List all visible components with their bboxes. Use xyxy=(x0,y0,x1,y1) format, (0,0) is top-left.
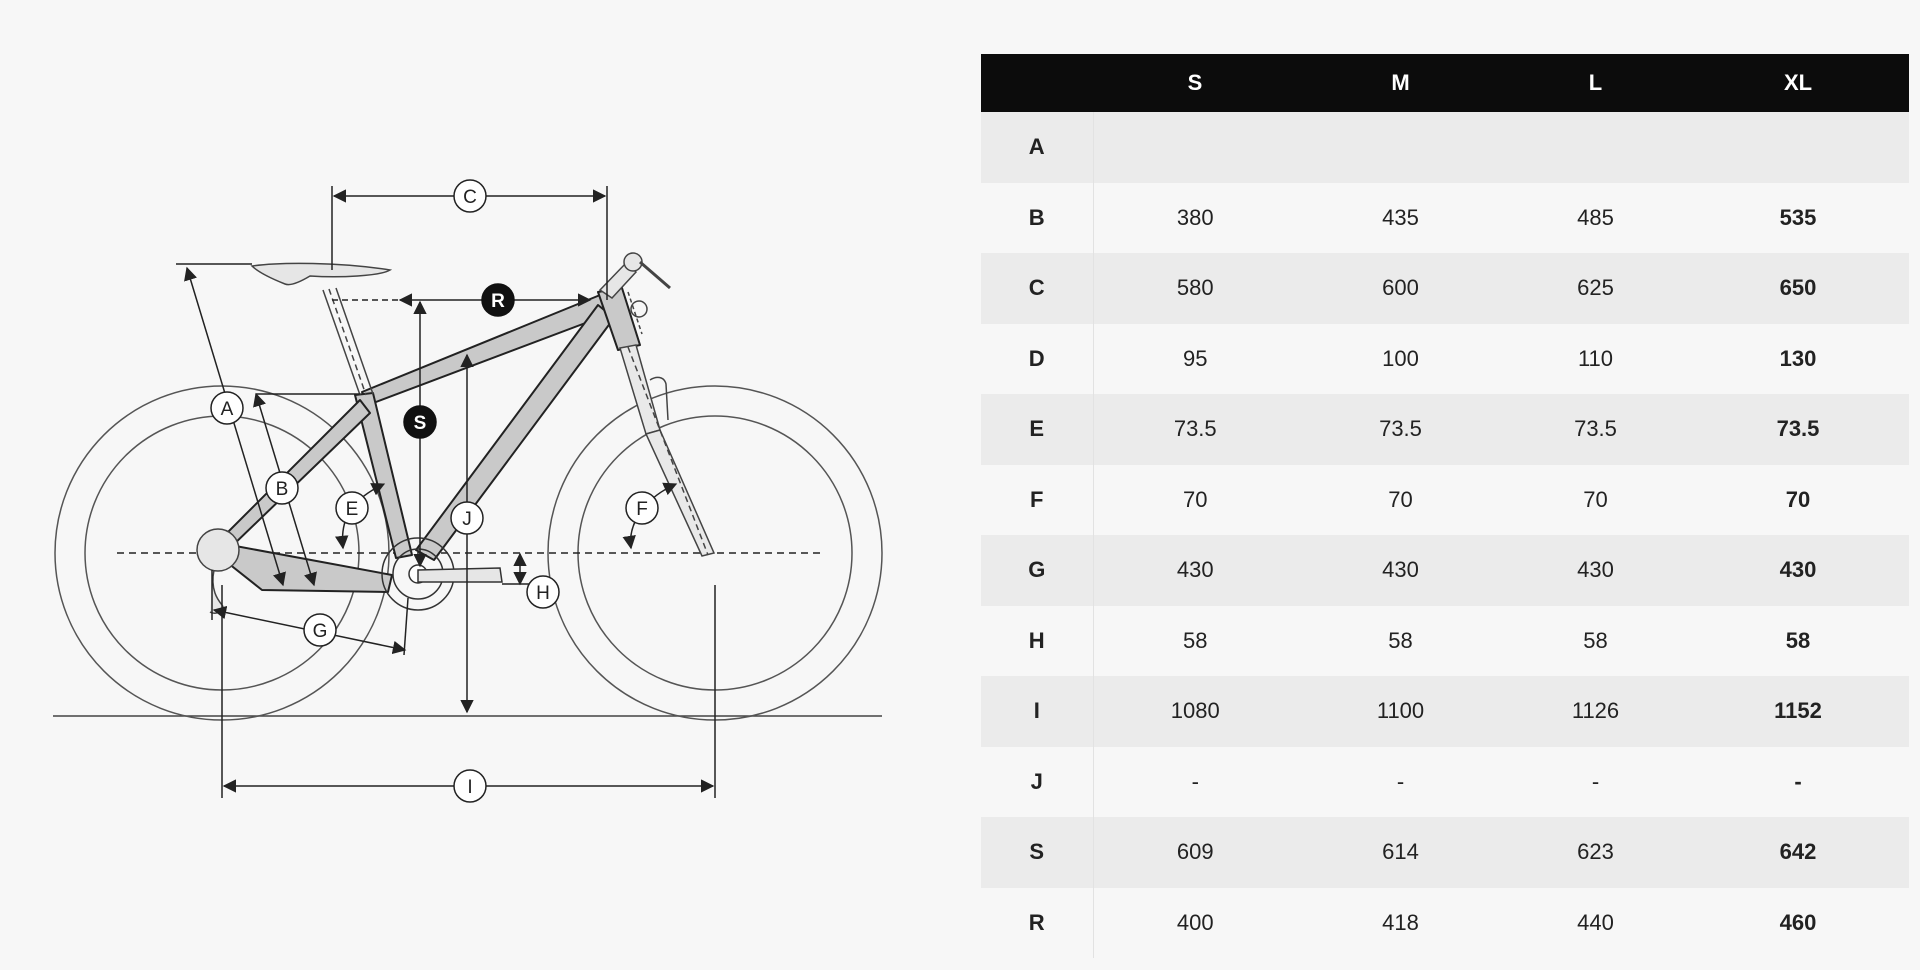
table-row xyxy=(981,112,1909,183)
cell-xl: 1152 xyxy=(1687,676,1909,747)
cell-l: 58 xyxy=(1504,606,1687,677)
cell-m: - xyxy=(1297,747,1504,818)
header-size-xl: XL xyxy=(1687,54,1909,112)
cell-xl: 130 xyxy=(1687,324,1909,395)
table-row xyxy=(981,253,1909,324)
cell-xl: 460 xyxy=(1687,888,1909,959)
cell-xl: 430 xyxy=(1687,535,1909,606)
callout-i xyxy=(454,770,486,802)
cell-xl: 642 xyxy=(1687,817,1909,888)
cell-l: 73.5 xyxy=(1504,394,1687,465)
callout-s xyxy=(404,406,436,438)
cell-l: 440 xyxy=(1504,888,1687,959)
cell-xl: 73.5 xyxy=(1687,394,1909,465)
cell-l: 110 xyxy=(1504,324,1687,395)
table-row xyxy=(981,747,1909,818)
cell-l: - xyxy=(1504,747,1687,818)
table-row xyxy=(981,888,1909,959)
cell-s: - xyxy=(1093,747,1297,818)
cell-s: 380 xyxy=(1093,183,1297,254)
callout-r xyxy=(482,284,514,316)
callout-c xyxy=(454,180,486,212)
cell-m: 70 xyxy=(1297,465,1504,536)
cassette xyxy=(197,529,239,613)
svg-text:S: S xyxy=(413,413,427,434)
row-label: D xyxy=(981,324,1093,395)
callout-f xyxy=(626,492,658,524)
svg-text:J: J xyxy=(462,509,472,530)
table-row xyxy=(981,606,1909,677)
cell-m: 73.5 xyxy=(1297,394,1504,465)
handlebar xyxy=(600,253,670,298)
cell-s: 580 xyxy=(1093,253,1297,324)
table-row xyxy=(981,676,1909,747)
row-label: C xyxy=(981,253,1093,324)
table-row xyxy=(981,535,1909,606)
callout-e xyxy=(336,492,368,524)
cell-s: 430 xyxy=(1093,535,1297,606)
row-label: J xyxy=(981,747,1093,818)
cell-l: 430 xyxy=(1504,535,1687,606)
header-size-l: L xyxy=(1504,54,1687,112)
cell-s: 58 xyxy=(1093,606,1297,677)
cell-m: 418 xyxy=(1297,888,1504,959)
table-row xyxy=(981,817,1909,888)
cell-xl: - xyxy=(1687,747,1909,818)
geometry-table xyxy=(981,54,1910,958)
svg-text:G: G xyxy=(312,621,328,642)
row-label: H xyxy=(981,606,1093,677)
header-size-s: S xyxy=(1093,54,1297,112)
cell-xl: 650 xyxy=(1687,253,1909,324)
cell-s: 400 xyxy=(1093,888,1297,959)
cell-l: 1126 xyxy=(1504,676,1687,747)
cell-l: 70 xyxy=(1504,465,1687,536)
cell-m: 1100 xyxy=(1297,676,1504,747)
seatpost xyxy=(252,263,390,395)
cell-l: 625 xyxy=(1504,253,1687,324)
header-size-m: M xyxy=(1297,54,1504,112)
cell-m: 435 xyxy=(1297,183,1504,254)
cell-s: 95 xyxy=(1093,324,1297,395)
cell-s: 70 xyxy=(1093,465,1297,536)
svg-text:E: E xyxy=(345,499,359,520)
table-row xyxy=(981,394,1909,465)
svg-text:F: F xyxy=(636,499,648,520)
dimension-lines xyxy=(176,186,715,798)
row-label: E xyxy=(981,394,1093,465)
cell-m xyxy=(1297,112,1504,183)
row-label: F xyxy=(981,465,1093,536)
svg-text:H: H xyxy=(536,583,550,604)
cell-s: 1080 xyxy=(1093,676,1297,747)
cell-l: 485 xyxy=(1504,183,1687,254)
cell-m: 614 xyxy=(1297,817,1504,888)
row-label: G xyxy=(981,535,1093,606)
row-label: I xyxy=(981,676,1093,747)
callout-h xyxy=(527,576,559,608)
cell-m: 100 xyxy=(1297,324,1504,395)
svg-text:C: C xyxy=(463,187,477,208)
table-row xyxy=(981,465,1909,536)
callout-j xyxy=(451,502,483,534)
cell-l: 623 xyxy=(1504,817,1687,888)
svg-text:I: I xyxy=(467,777,473,798)
svg-text:R: R xyxy=(491,291,505,312)
cell-s: 609 xyxy=(1093,817,1297,888)
header-label-col xyxy=(981,54,1093,112)
table-header-row xyxy=(981,54,1909,112)
cell-m: 58 xyxy=(1297,606,1504,677)
row-label: S xyxy=(981,817,1093,888)
row-label: B xyxy=(981,183,1093,254)
svg-text:B: B xyxy=(275,479,289,500)
svg-text:A: A xyxy=(220,399,234,420)
callout-g xyxy=(304,614,336,646)
cell-m: 600 xyxy=(1297,253,1504,324)
cell-l xyxy=(1504,112,1687,183)
row-label: R xyxy=(981,888,1093,959)
cell-xl: 58 xyxy=(1687,606,1909,677)
callout-a xyxy=(211,392,243,424)
cell-xl: 535 xyxy=(1687,183,1909,254)
callout-b xyxy=(266,472,298,504)
cell-m: 430 xyxy=(1297,535,1504,606)
bike-frame xyxy=(212,288,640,592)
cell-s xyxy=(1093,112,1297,183)
table-row xyxy=(981,183,1909,254)
row-label: A xyxy=(981,112,1093,183)
table-row xyxy=(981,324,1909,395)
cell-xl: 70 xyxy=(1687,465,1909,536)
cell-xl xyxy=(1687,112,1909,183)
cell-s: 73.5 xyxy=(1093,394,1297,465)
